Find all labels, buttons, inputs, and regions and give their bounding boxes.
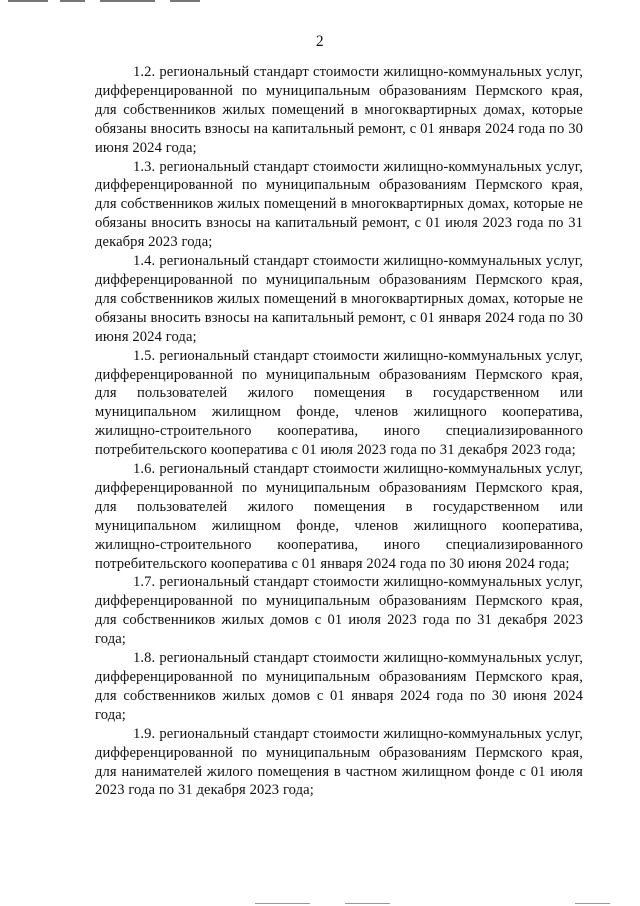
paragraph-1-3: 1.3. региональный стандарт стоимости жилищно-коммунальных услуг, дифференцированной по муниципальным образованиям Пермского края, для собственников жилых помещений в многоквартирных домах, которые не обязаны вносить взносы на капитальный ремонт, с 01 июля 2023 года по 31 декабря 2023 года; [95,158,583,251]
paragraph-1-8: 1.8. региональный стандарт стоимости жилищно-коммунальных услуг, дифференцированной по муниципальным образованиям Пермского края, для собственников жилых домов с 01 января 2024 года по 30 июня 2024 года; [95,650,583,723]
paragraph-1-9: 1.9. региональный стандарт стоимости жилищно-коммунальных услуг, дифференцированной по муниципальным образованиям Пермского края, для нанимателей жилого помещения в частном жилищном фонде с 01 июля 2023 года по 31 декабря 2023 года; [95,725,583,799]
paragraph-1-2: 1.2. региональный стандарт стоимости жилищно-коммунальных услуг, дифференцированной по муниципальным образованиям Пермского края, для собственников жилых помещений в многоквартирных домах, которые обязаны вносить взносы на капитальный ремонт, с 01 января 2024 года по 30 июня 2024 года; [95,64,583,156]
document-body [95,63,583,800]
paragraph-1-6: 1.6. региональный стандарт стоимости жилищно-коммунальных услуг, дифференцированной по муниципальным образованиям Пермского края, для пользователей жилого помещения в государственном или муниципальном жилищном фонде, членов жилищного кооператива, жилищно-строительного кооператива, иного специализированного потребительского кооператива с 01 января 2024 года по 30 июня 2024 года; [95,461,583,572]
scan-bottom-edge-marks [0,900,640,904]
page-number: 2 [315,33,325,50]
scan-top-edge-marks [0,0,640,4]
paragraph-1-5: 1.5. региональный стандарт стоимости жилищно-коммунальных услуг, дифференцированной по муниципальным образованиям Пермского края, для пользователей жилого помещения в государственном или муниципальном жилищном фонде, членов жилищного кооператива, жилищно-строительного кооператива, иного специализированного потребительского кооператива с 01 июля 2023 года по 31 декабря 2023 года; [95,347,583,459]
paragraph-1-7: 1.7. региональный стандарт стоимости жилищно-коммунальных услуг, дифференцированной по муниципальным образованиям Пермского края, для собственников жилых домов с 01 июля 2023 года по 31 декабря 2023 года; [95,574,583,648]
paragraph-1-4: 1.4. региональный стандарт стоимости жилищно-коммунальных услуг, дифференцированной по муниципальным образованиям Пермского края, для собственников жилых помещений в многоквартирных домах, которые не обязаны вносить взносы на капитальный ремонт, с 01 января 2024 года по 30 июня 2024 года; [95,253,583,345]
